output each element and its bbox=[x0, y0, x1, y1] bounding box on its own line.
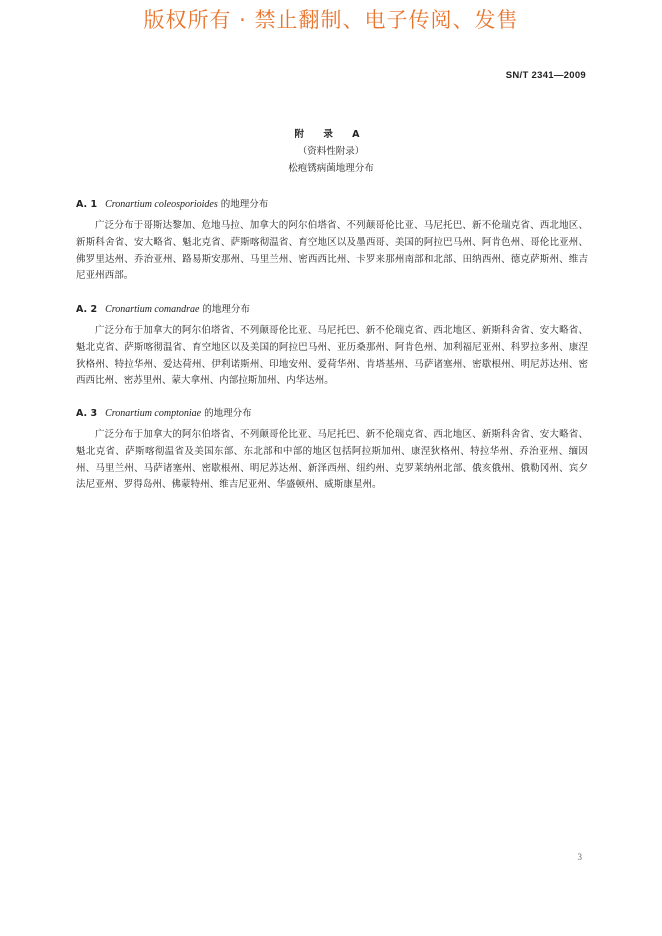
appendix-heading bbox=[0, 126, 662, 177]
section-heading-suffix: 的地理分布 bbox=[204, 408, 252, 419]
appendix-caption: 松疱锈病菌地理分布 bbox=[288, 163, 374, 174]
section-a2 bbox=[76, 303, 588, 390]
document-code: SN/T 2341—2009 bbox=[505, 70, 586, 81]
section-a1 bbox=[76, 198, 588, 285]
section-heading-suffix: 的地理分布 bbox=[220, 199, 269, 210]
watermark-banner: 版权所有 · 禁止翻制、电子传阅、发售 bbox=[143, 8, 519, 32]
appendix-title: 附 录 A bbox=[294, 129, 368, 140]
section-a3 bbox=[76, 407, 588, 494]
species-name: Cronartium comandrae bbox=[105, 304, 200, 315]
section-heading bbox=[76, 198, 588, 212]
section-heading bbox=[76, 407, 588, 421]
section-number: A. 1 bbox=[76, 199, 98, 210]
appendix-subtitle: （资料性附录） bbox=[297, 146, 365, 157]
section-number: A. 3 bbox=[76, 408, 98, 419]
section-paragraph: 广泛分布于加拿大的阿尔伯塔省、不列颠哥伦比亚、马尼托巴、新不伦瑞克省、西北地区、新斯科舍省、安大略省、魁北克省、萨斯喀彻温省、育空地区以及美国的阿拉巴马州、亚历桑那州、阿肯色州、加利福尼亚州、科罗拉多州、康涅狄格州、特拉华州、爱达荷州、伊利诺斯州、印地安州、爱荷华州、肯塔基州、马萨诸塞州、密歇根州、明尼苏达州、密西西比州、密苏里州、蒙大拿州、内部拉斯加州、内华达州。 bbox=[76, 325, 588, 387]
section-heading-suffix: 的地理分布 bbox=[202, 304, 250, 315]
page-number: 3 bbox=[577, 852, 582, 862]
section-paragraph: 广泛分布于哥斯达黎加、危地马拉、加拿大的阿尔伯塔省、不列颠哥伦比亚、马尼托巴、新不伦瑞克省、西北地区、新斯科舍省、安大略省、魁北克省、萨斯喀彻温省、育空地区以及墨西哥、美国的阿拉巴马州、阿肯色州、哥伦比亚州、佛罗里达州、乔治亚州、路易斯安那州、马里兰州、密西西比州、卡罗来那州南部和北部、田纳西州、德克萨斯州、维吉尼亚州西部。 bbox=[76, 220, 588, 282]
species-name: Cronartium comptoniae bbox=[105, 408, 202, 419]
section-number: A. 2 bbox=[76, 304, 98, 315]
section-heading bbox=[76, 303, 588, 317]
species-name: Cronartium coleosporioides bbox=[105, 199, 218, 210]
section-paragraph: 广泛分布于加拿大的阿尔伯塔省、不列颠哥伦比亚、马尼托巴、新不伦瑞克省、西北地区、新斯科舍省、安大略省、魁北克省、萨斯喀彻温省及美国东部、东北部和中部的地区包括阿拉斯加州、康涅狄格州、特拉华州、乔治亚州、缅因州、马里兰州、马萨诸塞州、密歇根州、明尼苏达州、新泽西州、纽约州、克罗莱纳州北部、俄亥俄州、俄勒冈州、宾夕法尼亚州、罗得岛州、佛蒙特州、维吉尼亚州、华盛顿州、威斯康星州。 bbox=[76, 429, 588, 491]
